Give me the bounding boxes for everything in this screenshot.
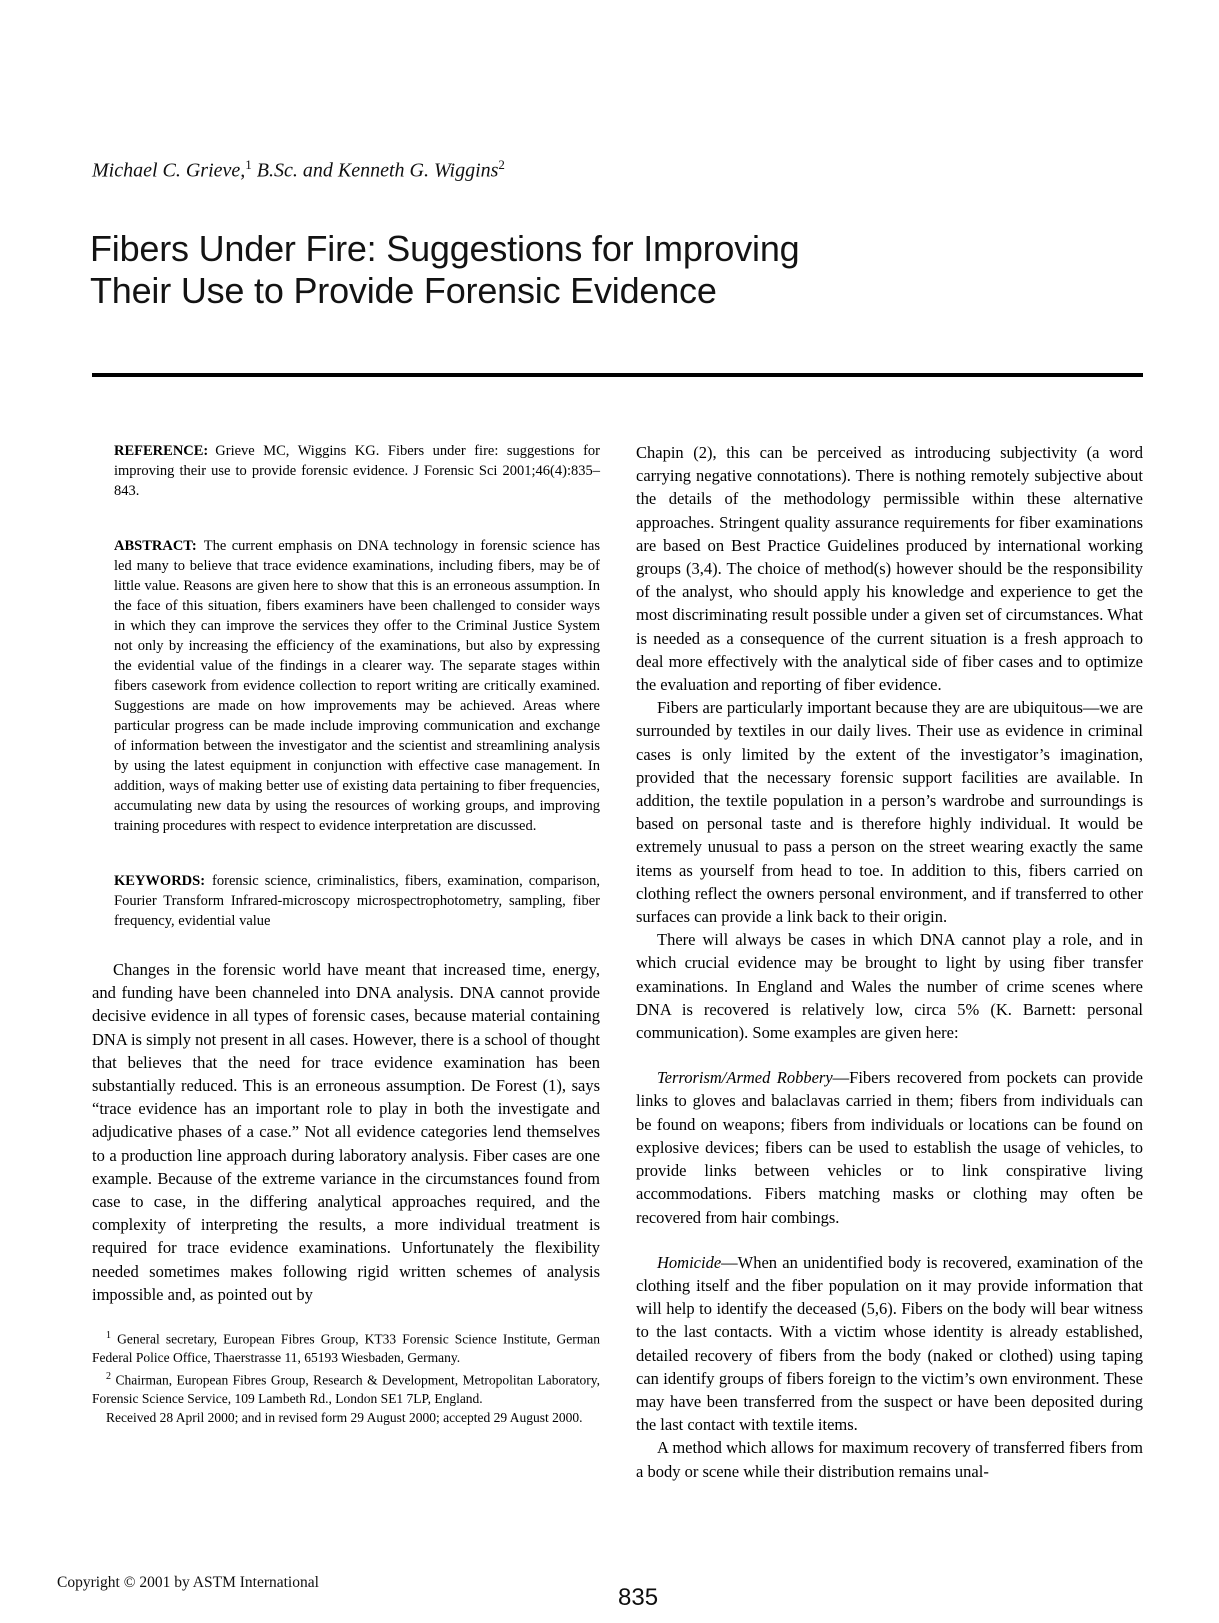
intro-paragraph: Changes in the forensic world have meant that increased time, energy, and funding have been channeled into DNA analysis. DNA cannot provide decisive evidence in all types of forensic cases, because material containing DNA is simply not present in all cases. However, there is a school of thought that believes that the need for trace evidence examination has been substantially reduced. This is an erroneous assumption. De Forest (1), says “trace evidence has an important role to play in both the investigate and adjudicative phases of a case.” Not all evidence categories lend themselves to a production line approach during laboratory analysis. Fiber cases are one example. Because of the extreme variance in the circumstances found from case to case, in the differing analytical approaches required, and the complexity of interpreting the results, a more individual treatment is required for trace evidence examinations. Unfortunately the flexibility needed sometimes makes following rigid written schemes of analysis impossible and, as pointed out by bbox=[92, 960, 600, 1304]
copyright-notice: Copyright © 2001 by ASTM International bbox=[57, 1574, 319, 1591]
body-paragraph-fibers-important: Fibers are particularly important because they are are ubiquitous—we are surrounded by textiles in our daily lives. Their use as evidence in criminal cases is only limited by the extent of the investigator’s imagination, provided that the necessary forensic support facilities are available. In addition, the textile population in a person’s wardrobe and surroundings is based on personal taste and is therefore highly individual. It would be extremely unusual to pass a person on the street wearing exactly the same items as yourself from head to toe. In addition to this, fibers carried on clothing reflect the owners personal environment, and if transferred to other surfaces can provide a link back to their origin. bbox=[636, 698, 1143, 927]
reference-label: REFERENCE: bbox=[114, 443, 209, 459]
example-terrorism-text: —Fibers recovered from pockets can provide links to gloves and balaclavas carried in them; fibers from individuals can be found on weapons; fibers from individuals or locations can be found on explosive devices; fibers can be used to establish the usage of vehicles, to provide links between vehicles or to link conspirative living accommodations. Fibers matching masks or clothing may often be recovered from hair combings. bbox=[636, 1068, 1143, 1227]
footnote-1-text: General secretary, European Fibres Group, KT33 Forensic Science Institute, German Federal Police Office, Thaerstrasse 11, 65193 Wiesbaden, Germany. bbox=[92, 1331, 601, 1366]
author-footnote-marker-2: 2 bbox=[498, 157, 505, 172]
abstract-paragraph bbox=[114, 536, 600, 836]
page-number: 835 bbox=[618, 1584, 659, 1611]
abstract-label: ABSTRACT: bbox=[114, 538, 197, 554]
example-homicide-text: —When an unidentified body is recovered, examination of the clothing itself and the fiber population on it may provide information that will help to identify the deceased (5,6). Fibers on the body will bear witness to the last contacts. With a victim whose identity is already established, detailed recovery of fibers from the body (naked or clothed) using taping can identify groups of fibers foreign to the victim’s own environment. These may have been transferred from the suspect or have been deposited during the last contact with textile items. bbox=[636, 1252, 1143, 1435]
front-matter-block bbox=[114, 441, 600, 931]
abstract-text: The current emphasis on DNA technology in forensic science has led many to believe that trace evidence examinations, including fibers, may be of little value. Reasons are given here to show that this is an erroneous assumption. In the face of this situation, fibers examiners have been challenged to consider ways in which they can improve the services they offer to the Criminal Justice System not only by increasing the efficiency of the examinations, but also by expressing the evidential value of the findings in a clearer way. The separate stages within fibers casework from evidence collection to report writing are critically examined. Suggestions are made on how improvements may be achieved. Areas where particular progress can be made include improving communication and exchange of information between the investigator and the scientist and streamlining analysis by using the latest equipment in conjunction with effective case management. In addition, ways of making better use of existing data pertaining to fiber frequencies, accumulating new data by using the resources of working groups, and improving training procedures with respect to evidence interpretation are discussed. bbox=[114, 538, 600, 834]
footnote-2-text: Chairman, European Fibres Group, Research & Development, Metropolitan Laboratory, Forensic Science Service, 109 Lambeth Rd., London SE1 7LP, England. bbox=[92, 1372, 600, 1407]
footnote-2 bbox=[92, 1368, 600, 1409]
body-paragraph-method: A method which allows for maximum recovery of transferred fibers from a body or scene while their distribution remains unal- bbox=[636, 1438, 1143, 1481]
body-paragraph-dna-cases: There will always be cases in which DNA cannot play a role, and in which crucial evidence may be brought to light by using fiber transfer examinations. In England and Wales the number of crime scenes where DNA is recovered is relatively low, circa 5% (K. Barnett: personal communication). Some examples are given here: bbox=[636, 930, 1143, 1043]
footnote-2-marker: 2 bbox=[106, 1371, 111, 1383]
right-column bbox=[636, 441, 1143, 1483]
footnote-1 bbox=[92, 1327, 600, 1368]
title-divider-rule bbox=[92, 373, 1143, 377]
author-footnote-marker-1: 1 bbox=[245, 157, 252, 172]
author-name-1: Michael C. Grieve, bbox=[92, 159, 246, 182]
received-dates-note: Received 28 April 2000; and in revised form 29 August 2000; accepted 29 August 2000. bbox=[106, 1410, 583, 1426]
paper-title-line-1: Fibers Under Fire: Suggestions for Improving bbox=[90, 228, 800, 269]
reference-text: Grieve MC, Wiggins KG. Fibers under fire: suggestions for improving their use to provide forensic evidence. J Forensic Sci 2001;46(4):835–843. bbox=[114, 443, 600, 499]
footnote-1-marker: 1 bbox=[106, 1330, 111, 1342]
paper-title-line-2: Their Use to Provide Forensic Evidence bbox=[90, 270, 717, 311]
example-homicide-lead-in: Homicide bbox=[657, 1252, 722, 1272]
example-paragraph-homicide bbox=[636, 1251, 1143, 1437]
paper-title bbox=[90, 228, 800, 312]
keywords-label: KEYWORDS: bbox=[114, 873, 206, 889]
author-line bbox=[92, 153, 505, 183]
example-terrorism-lead-in: Terrorism/Armed Robbery bbox=[657, 1068, 833, 1088]
keywords-paragraph bbox=[114, 871, 600, 931]
example-paragraph-terrorism bbox=[636, 1066, 1143, 1228]
keywords-text: forensic science, criminalistics, fibers, examination, comparison, Fourier Transform Infrared-microscopy microspectrophotometry, sampling, fiber frequency, evidential value bbox=[114, 873, 600, 929]
left-column bbox=[92, 441, 600, 1483]
body-paragraph-chapin: Chapin (2), this can be perceived as introducing subjectivity (a word carrying negative connotations). There is nothing remotely subjective about the details of the methodology permissible within these alternative approaches. Stringent quality assurance requirements for fiber examinations are based on Best Practice Guidelines produced by international working groups (3,4). The choice of method(s) however should be the responsibility of the analyst, who should apply his knowledge and experience to get the most discriminating result possible under a given set of circumstances. What is needed as a consequence of the current situation is a fresh approach to deal more effectively with the analytical side of fiber cases and to optimize the evaluation and reporting of fiber evidence. bbox=[636, 443, 1143, 695]
author-name-2: B.Sc. and Kenneth G. Wiggins bbox=[251, 159, 499, 182]
two-column-body bbox=[92, 441, 1143, 1483]
reference-paragraph bbox=[114, 441, 600, 501]
footnotes-block bbox=[92, 1327, 600, 1428]
